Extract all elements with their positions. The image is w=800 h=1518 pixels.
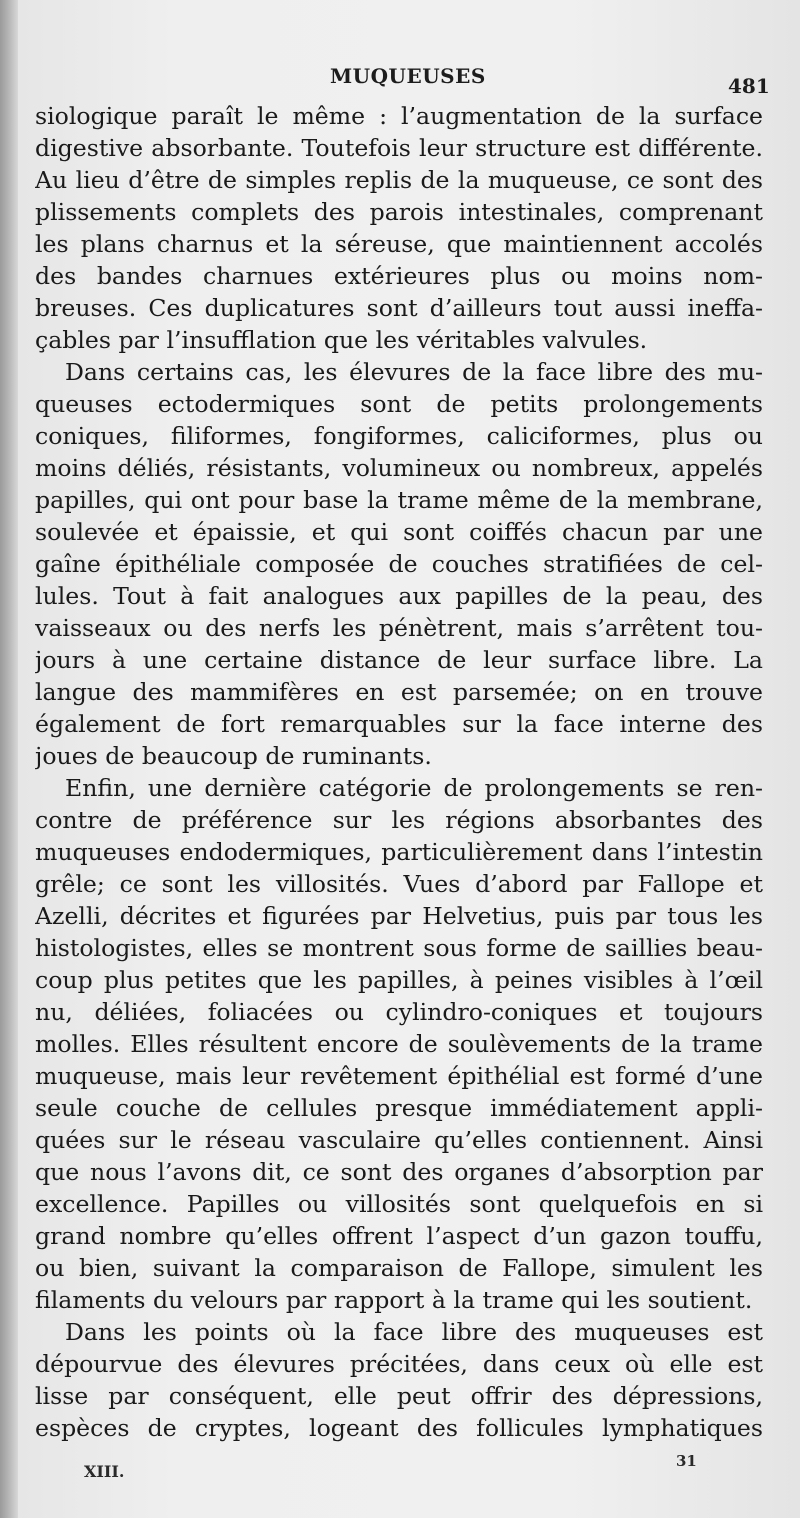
text-line: muqueuse, mais leur revêtement épithélial est formé d’une: [35, 1062, 763, 1090]
paragraph-start-line: Enfin, une dernière catégorie de prolongements se ren-: [65, 774, 763, 802]
page-binding-edge: [0, 0, 18, 1518]
text-line: breuses. Ces duplicatures sont d’ailleurs tout aussi ineffa-: [35, 294, 763, 322]
text-line: molles. Elles résultent encore de soulèvements de la trame: [35, 1030, 763, 1058]
text-line: coup plus petites que les papilles, à peines visibles à l’œil: [35, 966, 763, 994]
text-line: papilles, qui ont pour base la trame même de la membrane,: [35, 486, 763, 514]
text-line: les plans charnus et la séreuse, que maintiennent accolés: [35, 230, 763, 258]
text-line: jours à une certaine distance de leur surface libre. La: [35, 646, 763, 674]
signature-mark: XIII.: [84, 1462, 125, 1481]
text-line: excellence. Papilles ou villosités sont quelquefois en si: [35, 1190, 763, 1218]
text-line: vaisseaux ou des nerfs les pénètrent, mais s’arrêtent tou-: [35, 614, 763, 642]
text-line: joues de beaucoup de ruminants.: [35, 742, 432, 770]
text-line: langue des mammifères en est parsemée; on en trouve: [35, 678, 763, 706]
signature-number: 31: [676, 1452, 697, 1470]
text-line: histologistes, elles se montrent sous forme de saillies beau-: [35, 934, 763, 962]
text-line: gaîne épithéliale composée de couches stratifiées de cel-: [35, 550, 763, 578]
text-line: ou bien, suivant la comparaison de Fallope, simulent les: [35, 1254, 763, 1282]
body-text: [35, 100, 763, 1444]
text-line: contre de préférence sur les régions absorbantes des: [35, 806, 763, 834]
text-line: filaments du velours par rapport à la trame qui les soutient.: [35, 1286, 753, 1314]
page-number: 481: [728, 74, 770, 98]
page-footer: [18, 1450, 800, 1490]
text-line: que nous l’avons dit, ce sont des organes d’absorption par: [35, 1158, 763, 1186]
text-line: moins déliés, résistants, volumineux ou nombreux, appelés: [35, 454, 763, 482]
text-line: coniques, filiformes, fongiformes, caliciformes, plus ou: [35, 422, 763, 450]
page-header: [18, 60, 800, 100]
text-line: lisse par conséquent, elle peut offrir des dépressions,: [35, 1382, 763, 1410]
paragraph-start-line: Dans certains cas, les élevures de la face libre des mu-: [65, 358, 763, 386]
text-line: Azelli, décrites et figurées par Helvetius, puis par tous les: [35, 902, 763, 930]
text-line: queuses ectodermiques sont de petits prolongements: [35, 390, 763, 418]
text-line: seule couche de cellules presque immédiatement appli-: [35, 1094, 763, 1122]
text-line: également de fort remarquables sur la face interne des: [35, 710, 763, 738]
running-title: MUQUEUSES: [330, 64, 486, 88]
text-line: plissements complets des parois intestinales, comprenant: [35, 198, 763, 226]
text-line: grêle; ce sont les villosités. Vues d’abord par Fallope et: [35, 870, 763, 898]
text-line: Au lieu d’être de simples replis de la muqueuse, ce sont des: [35, 166, 763, 194]
text-line: lules. Tout à fait analogues aux papilles de la peau, des: [35, 582, 763, 610]
text-line: siologique paraît le même : l’augmentation de la surface: [35, 102, 763, 130]
text-line: digestive absorbante. Toutefois leur structure est différente.: [35, 134, 763, 162]
text-line: muqueuses endodermiques, particulièrement dans l’intestin: [35, 838, 763, 866]
text-line: des bandes charnues extérieures plus ou moins nom-: [35, 262, 763, 290]
text-line: soulevée et épaissie, et qui sont coiffés chacun par une: [35, 518, 763, 546]
paragraph-start-line: Dans les points où la face libre des muqueuses est: [65, 1318, 763, 1346]
text-line: nu, déliées, foliacées ou cylindro-coniques et toujours: [35, 998, 763, 1026]
text-line: grand nombre qu’elles offrent l’aspect d’un gazon touffu,: [35, 1222, 763, 1250]
text-line: espèces de cryptes, logeant des follicules lymphatiques: [35, 1414, 763, 1442]
text-line: çables par l’insufflation que les véritables valvules.: [35, 326, 648, 354]
text-line: quées sur le réseau vasculaire qu’elles contiennent. Ainsi: [35, 1126, 763, 1154]
text-line: dépourvue des élevures précitées, dans ceux où elle est: [35, 1350, 763, 1378]
